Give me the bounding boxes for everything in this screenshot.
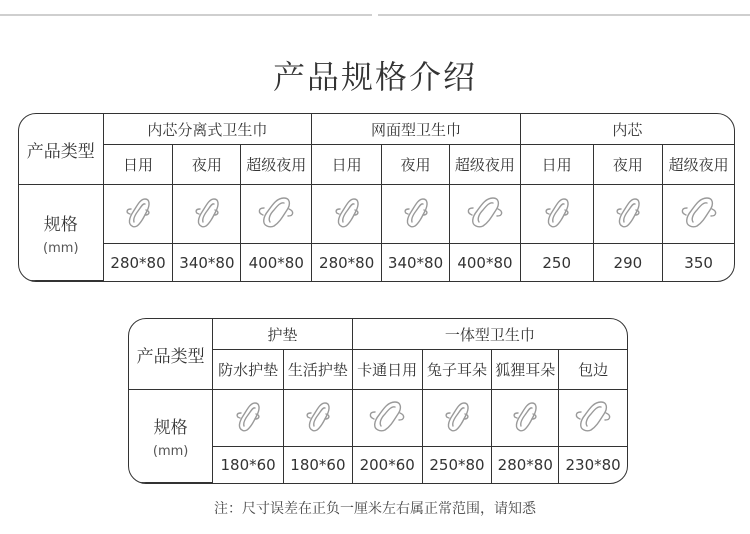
icon-cell — [423, 390, 493, 447]
icon-cell — [521, 185, 594, 244]
variant-label: 防水护垫 — [213, 350, 284, 390]
size-value: 340*80 — [382, 244, 450, 281]
spec-table-sanitary-pads — [18, 113, 735, 282]
icon-cell — [492, 390, 559, 447]
icon-cell — [450, 185, 521, 244]
icon-cell — [663, 185, 734, 244]
group-name: 内芯分离式卫生巾 — [104, 114, 313, 145]
size-value: 400*80 — [450, 244, 521, 281]
variant-label: 超级夜用 — [663, 145, 734, 185]
variant-label: 夜用 — [382, 145, 450, 185]
page-title: 产品规格介绍 — [272, 58, 477, 96]
group-name: 一体型卫生巾 — [353, 319, 627, 350]
size-value: 250*80 — [423, 447, 493, 483]
pad-wrapped-edge-icon — [573, 398, 613, 438]
size-value: 350 — [684, 253, 713, 272]
spec-header: 规格 (mm) — [129, 390, 213, 483]
variant-label: 兔子耳朵 — [423, 350, 493, 390]
variant-label: 夜用 — [594, 145, 664, 185]
icon-cell — [284, 390, 353, 447]
size-row — [19, 244, 734, 281]
size-value: 200*60 — [353, 447, 423, 483]
size-value: 280*80 — [104, 244, 174, 281]
size-value: 180*60 — [284, 447, 353, 483]
liner-daily-icon — [302, 398, 334, 438]
icon-cell — [173, 185, 241, 244]
size-value: 280*80 — [492, 447, 559, 483]
icon-cell — [104, 185, 174, 244]
icon-cell — [559, 390, 627, 447]
liner-waterproof-icon — [232, 398, 264, 438]
size-tolerance-note: 注：尺寸误差在正负一厘米左右属正常范围，请知悉 — [214, 501, 536, 517]
icon-row — [19, 185, 734, 244]
group-header-row — [19, 114, 734, 145]
pad-fox-ear-icon — [509, 398, 541, 438]
pad-overnight-icon — [465, 194, 505, 234]
variant-label: 日用 — [312, 145, 382, 185]
size-value: 340*80 — [173, 244, 241, 281]
variant-label: 卡通日用 — [353, 350, 423, 390]
pad-rabbit-ear-icon — [441, 398, 473, 438]
top-divider-right — [378, 14, 750, 16]
size-value: 250 — [521, 244, 594, 281]
spec-header: 规格 (mm) — [19, 185, 104, 281]
icon-cell — [382, 185, 450, 244]
pad-day-icon — [331, 194, 363, 234]
size-value: 400*80 — [241, 244, 312, 281]
icon-cell — [594, 185, 664, 244]
group-name: 内芯 — [521, 114, 734, 145]
product-type-header: 产品类型 — [129, 319, 213, 390]
pad-overnight-icon — [256, 194, 296, 234]
group-name: 网面型卫生巾 — [312, 114, 521, 145]
variant-label: 日用 — [104, 145, 174, 185]
icon-cell — [353, 390, 423, 447]
variant-label: 超级夜用 — [241, 145, 312, 185]
pad-cartoon-icon — [367, 398, 407, 438]
icon-cell — [312, 185, 382, 244]
core-overnight-icon — [679, 194, 719, 234]
product-type-header: 产品类型 — [19, 114, 104, 185]
icon-cell — [213, 390, 284, 447]
spec-table-liners-and-integrated-pads — [128, 318, 628, 484]
icon-cell — [241, 185, 312, 244]
core-day-icon — [541, 194, 573, 234]
group-header-row — [129, 319, 627, 350]
variant-label: 生活护垫 — [284, 350, 353, 390]
group-name: 护垫 — [213, 319, 353, 350]
size-value: 290 — [594, 244, 664, 281]
size-value: 230*80 — [565, 456, 621, 474]
core-night-icon — [612, 194, 644, 234]
variant-header-row — [19, 145, 734, 185]
size-value: 280*80 — [312, 244, 382, 281]
pad-day-icon — [122, 194, 154, 234]
pad-night-icon — [191, 194, 223, 234]
variant-label: 夜用 — [173, 145, 241, 185]
variant-label: 日用 — [521, 145, 594, 185]
size-value: 180*60 — [213, 447, 284, 483]
pad-night-icon — [400, 194, 432, 234]
variant-label: 包边 — [559, 350, 627, 390]
top-divider-left — [0, 14, 372, 16]
variant-label: 超级夜用 — [450, 145, 521, 185]
icon-row — [129, 390, 627, 447]
variant-label: 狐狸耳朵 — [492, 350, 559, 390]
